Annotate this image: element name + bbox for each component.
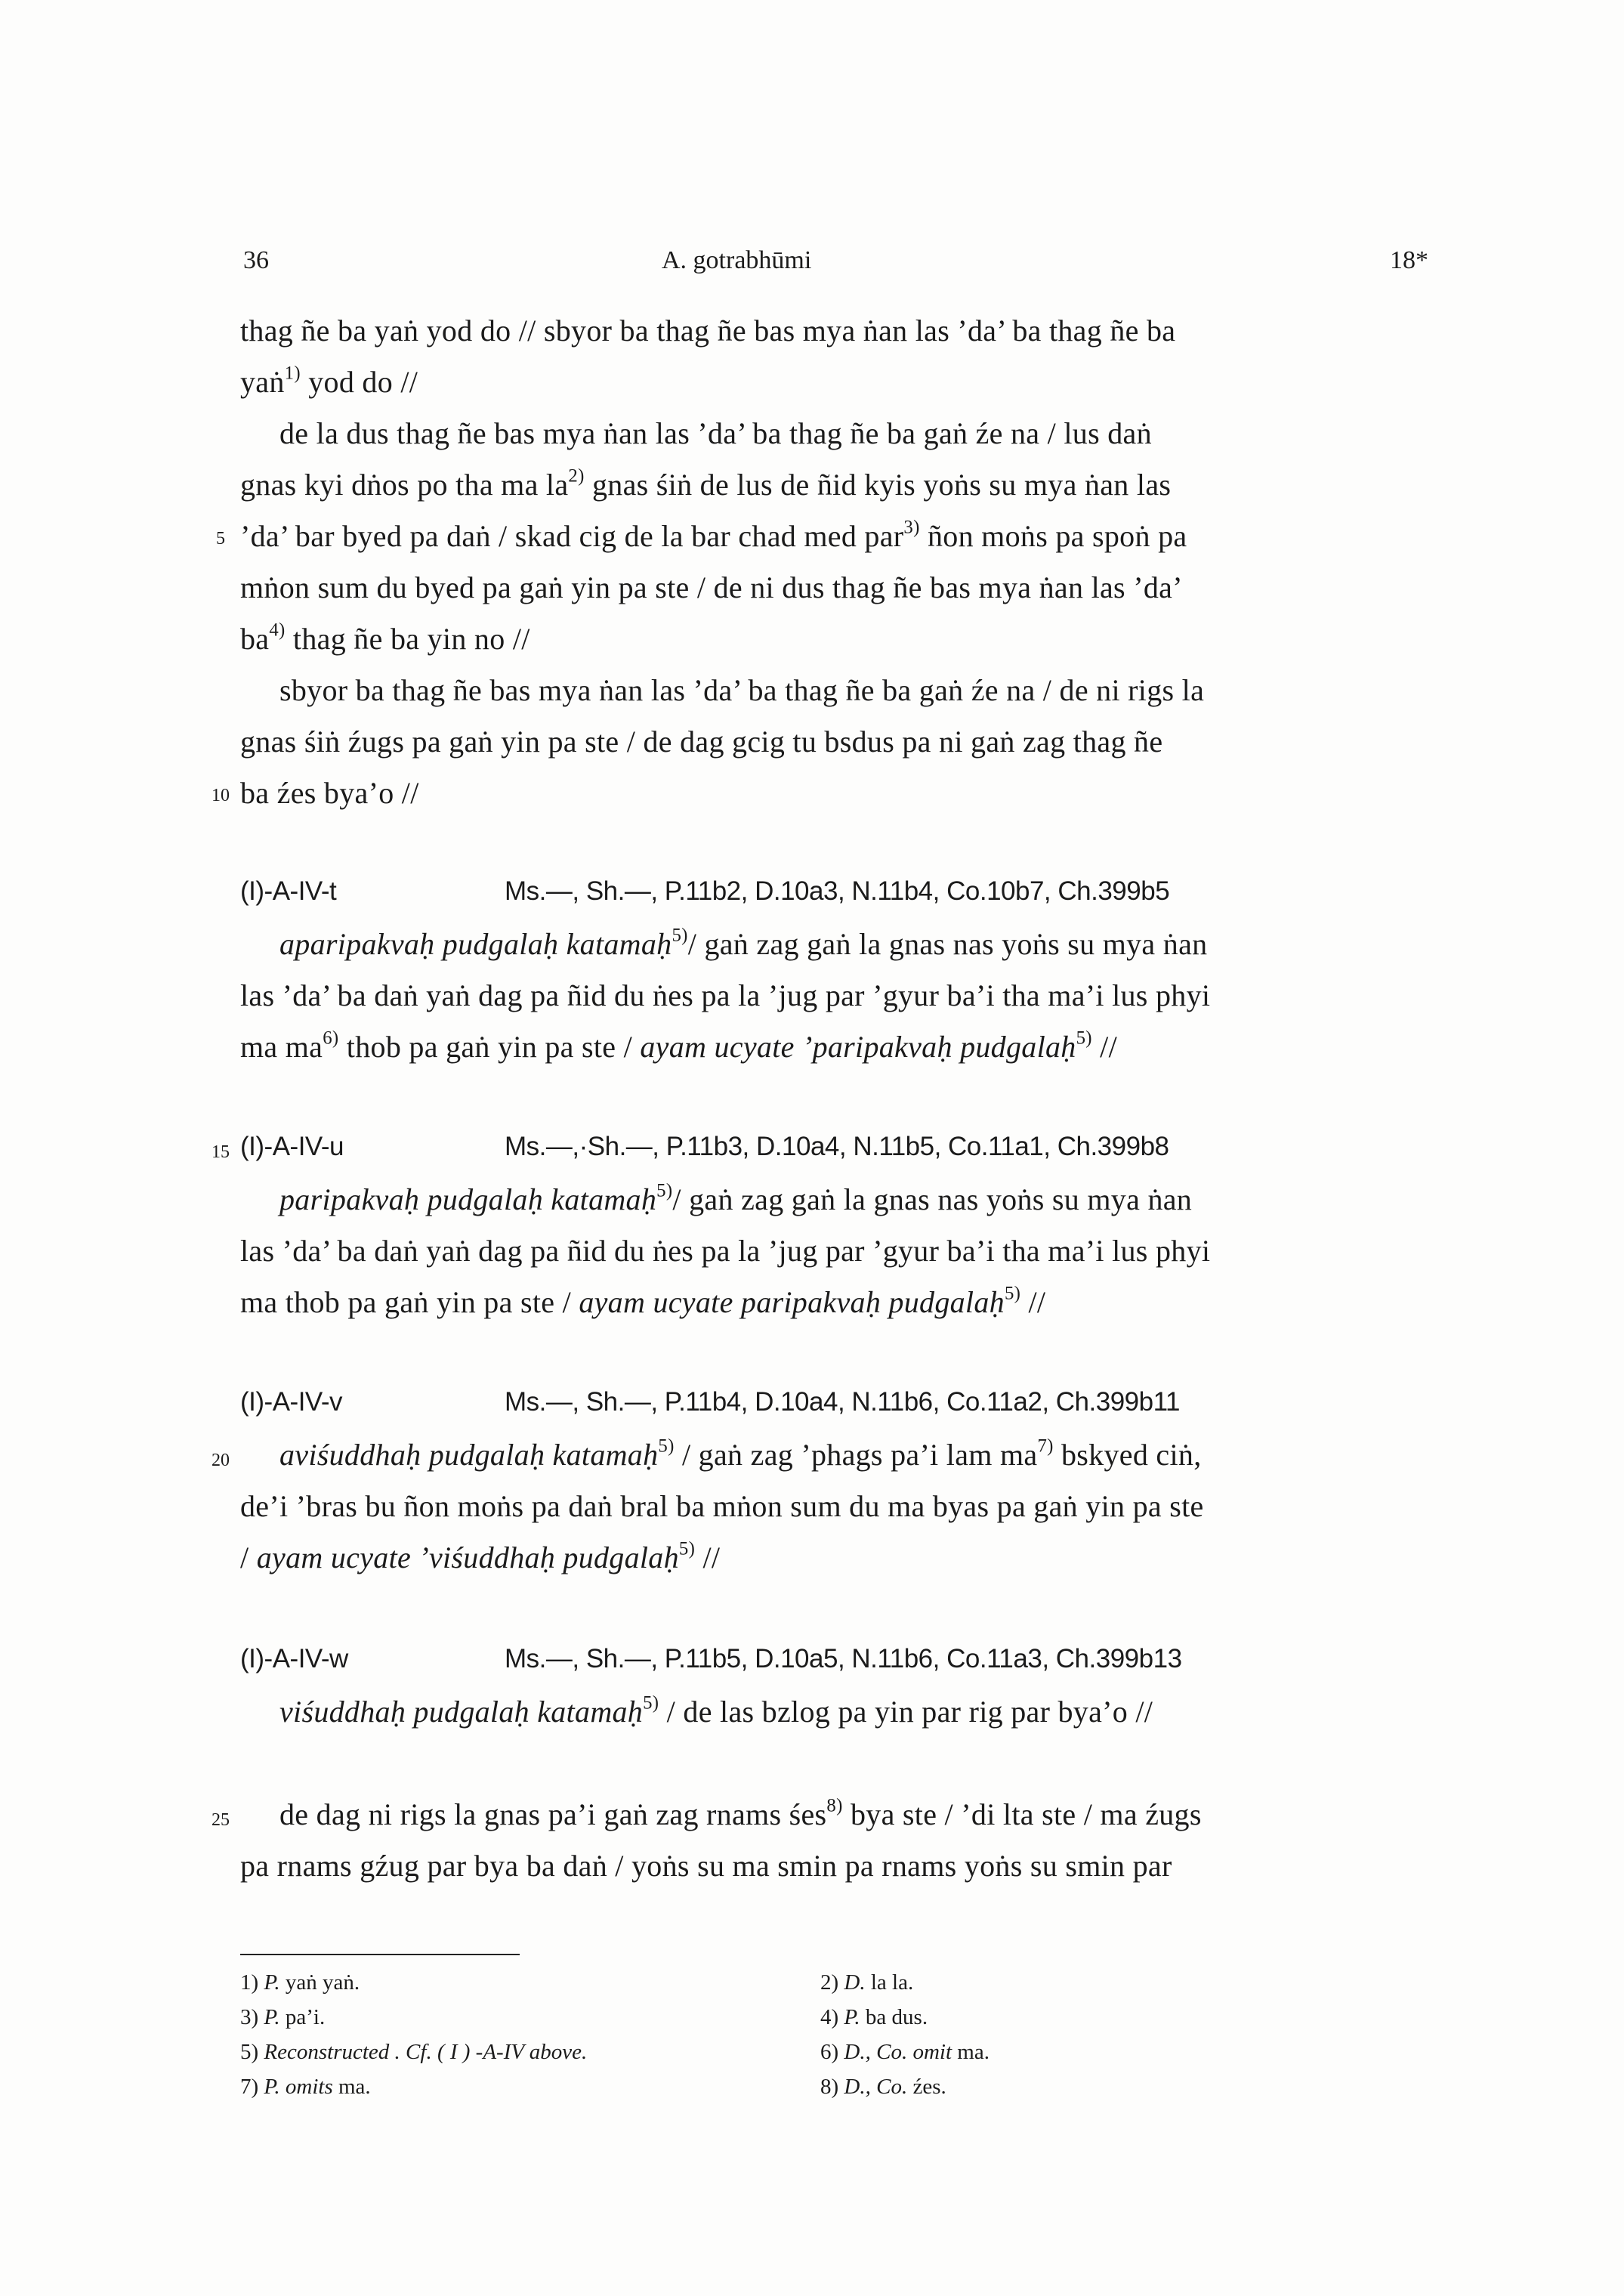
page-number: 36 (243, 246, 269, 274)
footnote-ref: 5) (672, 925, 688, 946)
footnote: 1) P. yaṅ yaṅ. (240, 1970, 360, 1995)
footnote-ref: 2) (568, 465, 585, 487)
text-line: gnas kyi dṅos po tha ma $la^{2)}$ gnas śiṅ de lus de ñid kyis yoṅs su mya ṅan las (240, 465, 1172, 502)
footnote: 4) P. ba dus. (820, 2005, 928, 2029)
section-refs: Ms.—, Sh.—, P.11b4, D.10a4, N.11b6, Co.11a2, Ch.399b11 (505, 1387, 1180, 1417)
footnote: 8) D., Co. źes. (820, 2075, 946, 2099)
footnote-divider (240, 1954, 520, 1955)
text-line: ’da’ bar byed pa daṅ / skad cig de la bar chad med par$^{3)}$ ñon moṅs pa spoṅ pa (240, 517, 1187, 553)
text-line: ba źes bya’o // (240, 776, 419, 810)
footnote-ref: 5) (678, 1538, 696, 1559)
section-refs: Ms.—, Sh.—, P.11b2, D.10a3, N.11b4, Co.10b7, Ch.399b5 (505, 876, 1170, 906)
text-line: gnas śiṅ źugs pa gaṅ yin pa ste / de dag gcig tu bsdus pa ni gaṅ zag thag ñe (240, 725, 1163, 759)
text-line: / ayam ucyate ’viśuddhaḥ pudgalaḥ$^{5)}$ // (240, 1538, 721, 1574)
section-refs: Ms.—,·Sh.—, P.11b3, D.10a4, N.11b5, Co.11a1, Ch.399b8 (505, 1132, 1169, 1161)
text-line: de la dus thag ñe bas mya ṅan las ’da’ ba thag ñe ba gaṅ źe na / lus daṅ (279, 416, 1152, 450)
footnote-ref: 6) (323, 1027, 339, 1049)
text-line: viśuddhaḥ pudgalaḥ katamaḥ$^{5)}$ / de las bzlog pa yin par rig par bya’o // (279, 1692, 1153, 1729)
footnote: 2) D. la la. (820, 1970, 914, 1995)
text-line: aparipakvaḥ pudgalaḥ katamaḥ$^{5)}$/ gaṅ zag gaṅ la gnas nas yoṅs su mya ṅan (279, 925, 1208, 961)
footnote-ref: 3) (903, 517, 920, 538)
text-line: yaṅ$^{1)}$ yod do // (240, 363, 418, 399)
footnote: 3) P. pa’i. (240, 2005, 326, 2029)
section-id: (I)-A-IV-w (240, 1644, 348, 1673)
folio-number: 18* (1390, 246, 1428, 274)
footnote-ref: 8) (826, 1795, 843, 1816)
footnote-ref: 1) (284, 363, 301, 384)
text-line: pa rnams gźug par bya ba daṅ / yoṅs su ma smin pa rnams yoṅs su smin par (240, 1849, 1172, 1883)
footnote-ref: 5) (643, 1692, 659, 1714)
section-refs: Ms.—, Sh.—, P.11b5, D.10a5, N.11b6, Co.11a3, Ch.399b13 (505, 1644, 1182, 1673)
text-line: sbyor ba thag ñe bas mya ṅan las ’da’ ba thag ñe ba gaṅ źe na / de ni rigs la (279, 673, 1205, 707)
text-line: las ’da’ ba daṅ yaṅ dag pa ñid du ṅes pa la ’jug par ’gyur ba’i tha ma’i lus phyi (240, 1234, 1211, 1268)
section-id: (I)-A-IV-v (240, 1387, 342, 1417)
section-id: (I)-A-IV-u (240, 1132, 344, 1161)
footnote: 5) Reconstructed . Cf. ( I ) -A-IV above. (240, 2040, 588, 2064)
text-line: de dag ni rigs la gnas pa’i gaṅ zag rnams śes$^{8)}$ bya ste / ’di lta ste / ma źugs (279, 1795, 1202, 1831)
footnote-ref: 7) (1037, 1435, 1054, 1457)
line-number: 15 (211, 1142, 230, 1162)
text-line: de’i ’bras bu ñon moṅs pa daṅ bral ba mṅon sum du ma byas pa gaṅ yin pa ste (240, 1489, 1204, 1523)
footnote-ref: 5) (1076, 1027, 1092, 1049)
text-line: thag ñe ba yaṅ yod do // sbyor ba thag ñe bas mya ṅan las ’da’ ba thag ñe ba (240, 314, 1176, 348)
line-number: 20 (211, 1451, 230, 1470)
line-number: 25 (211, 1810, 230, 1830)
footnote-ref: 5) (658, 1435, 675, 1457)
running-title: A. gotrabhūmi (662, 246, 812, 274)
footnote-ref: 5) (656, 1180, 673, 1201)
text-line: paripakvaḥ pudgalaḥ katamaḥ$^{5)}$/ gaṅ zag gaṅ la gnas nas yoṅs su mya ṅan (279, 1180, 1193, 1216)
section-id: (I)-A-IV-t (240, 876, 337, 906)
text-line: mṅon sum du byed pa gaṅ yin pa ste / de ni dus thag ñe bas mya ṅan las ’da’ (240, 570, 1183, 604)
footnote: 6) D., Co. omit ma. (820, 2040, 990, 2064)
text-line: ma $ma^{6)}$ thob pa gaṅ yin pa ste / ayam ucyate ’paripakvaḥ pudgalaḥ$^{5)}$ // (240, 1027, 1117, 1064)
text-line: $ba^{4)}$ thag ñe ba yin no // (240, 620, 530, 656)
footnote-ref: 4) (269, 620, 286, 641)
line-number: 5 (216, 529, 225, 549)
text-line: aviśuddhaḥ pudgalaḥ katamaḥ$^{5)}$ / gaṅ zag ’phags pa’i lam $ma^{7)}$ bskyed ciṅ, (279, 1435, 1202, 1472)
footnote-ref: 5) (1004, 1283, 1021, 1304)
footnote: 7) P. omits ma. (240, 2075, 371, 2099)
text-line: las ’da’ ba daṅ yaṅ dag pa ñid du ṅes pa la ’jug par ’gyur ba’i tha ma’i lus phyi (240, 978, 1211, 1012)
text-line: ma thob pa gaṅ yin pa ste / ayam ucyate paripakvaḥ pudgalaḥ$^{5)}$ // (240, 1283, 1046, 1319)
line-number: 10 (211, 786, 230, 805)
